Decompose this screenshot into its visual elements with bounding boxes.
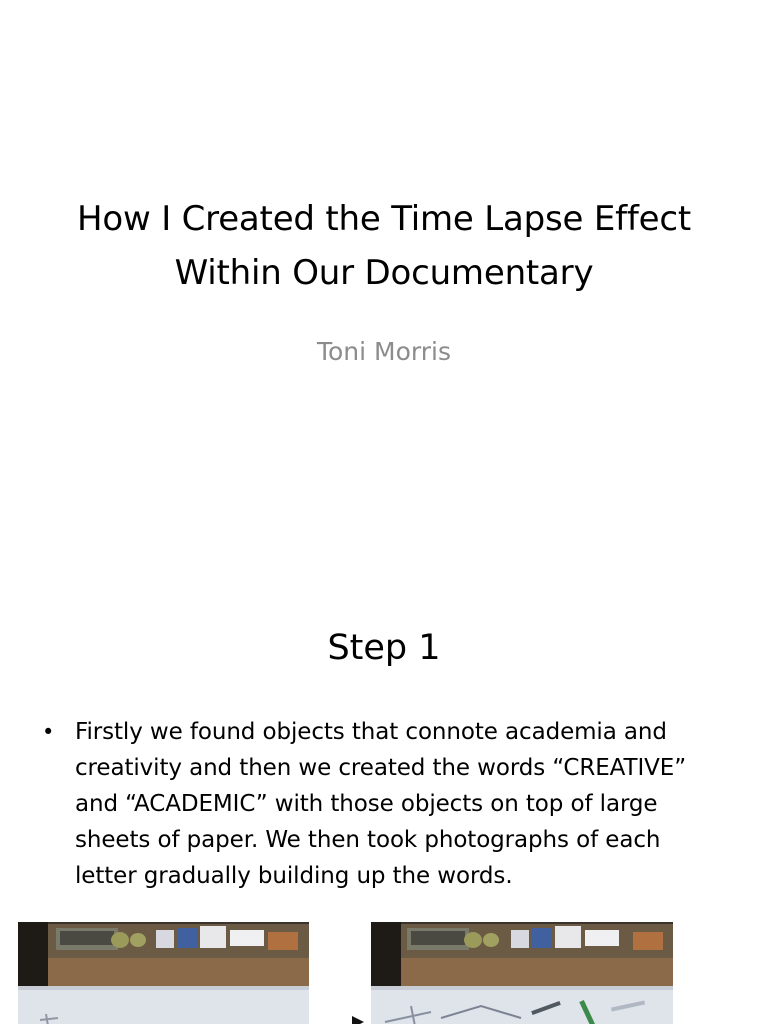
photo-letters-progress (371, 922, 673, 1024)
photo-scene-1 (18, 922, 309, 1024)
photo-scene-2 (371, 922, 673, 1024)
slide-title: How I Created the Time Lapse Effect Within Our Documentary (77, 199, 691, 293)
arrow-icon (352, 1016, 364, 1024)
bullet-text: Firstly we found objects that connote academia and creativity and then we created the words “CREATIVE” and “ACADEMIC” with those objects on top of large sheets of paper. We then took photographs of each letter gradually building up the words. (75, 719, 687, 889)
photo-letters-start (18, 922, 309, 1024)
bullet-item (42, 714, 732, 894)
step-heading: Step 1 (327, 628, 441, 668)
bullet-icon: • (42, 720, 55, 744)
step-slide (0, 576, 768, 1024)
slide-subtitle: Toni Morris (316, 337, 451, 366)
